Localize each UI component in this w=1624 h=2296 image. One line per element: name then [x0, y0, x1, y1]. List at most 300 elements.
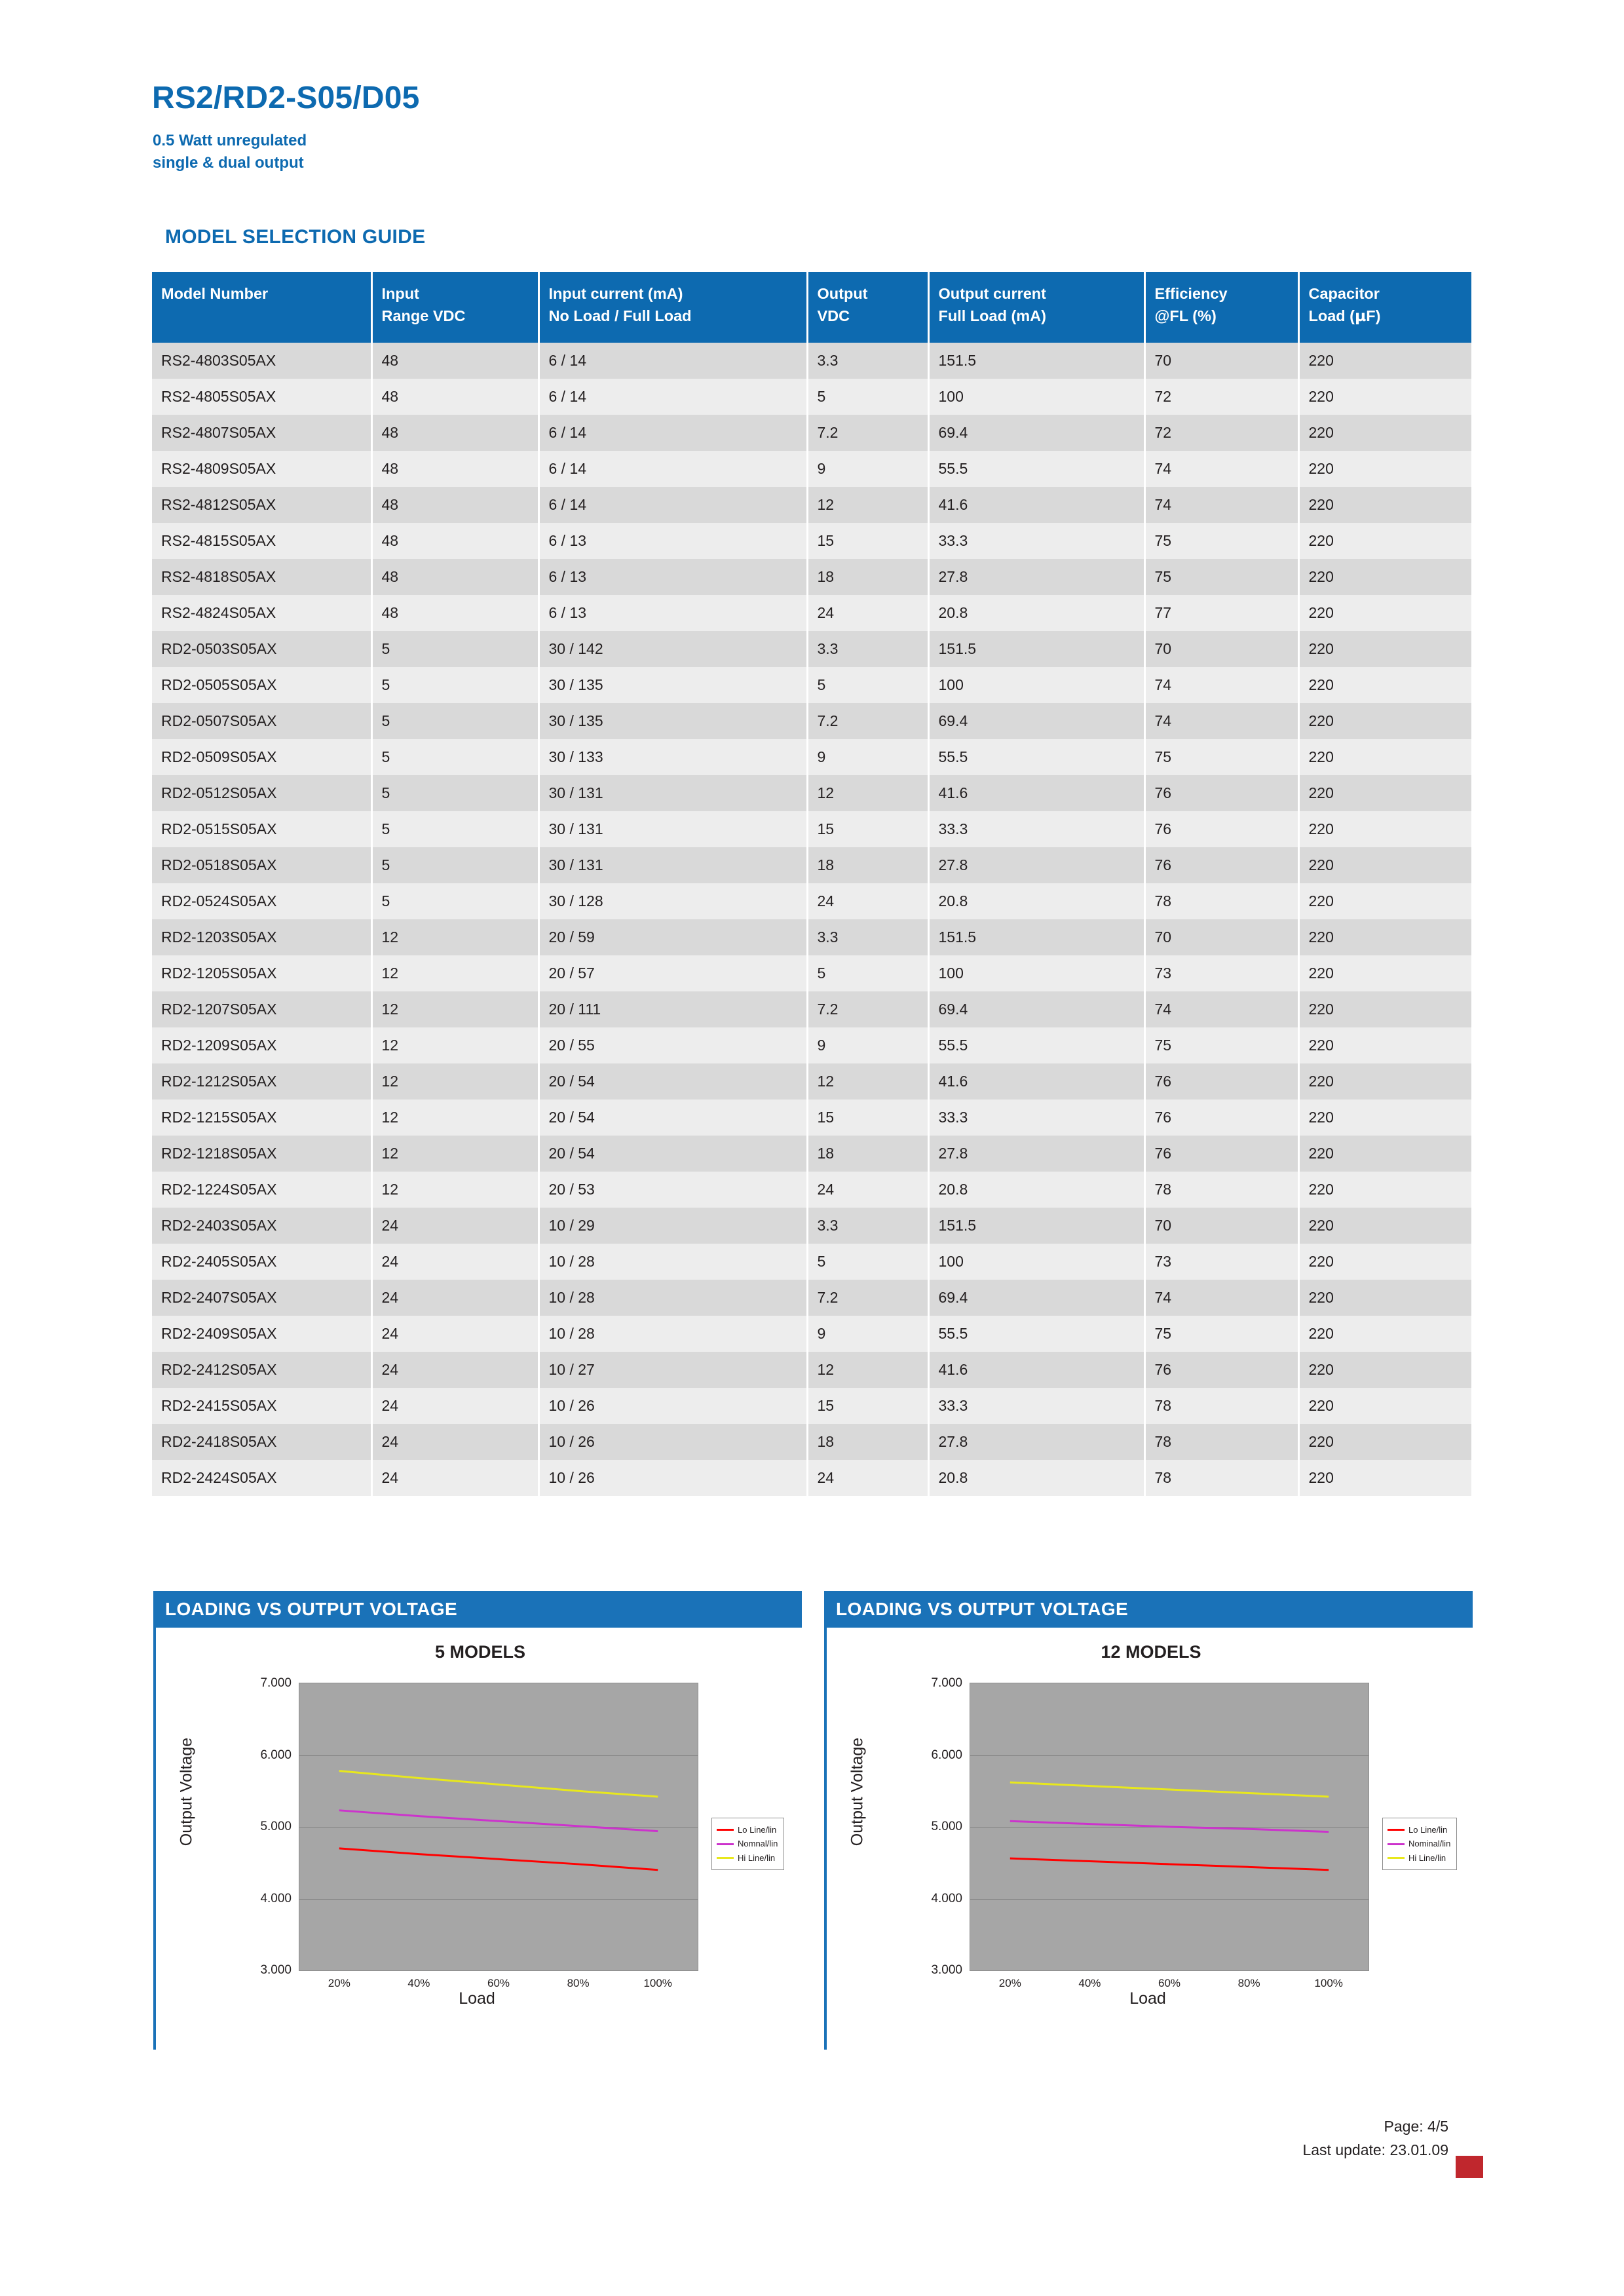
chart-x-tick-label: 60%	[487, 1977, 510, 1989]
table-cell-c5: 75	[1144, 1316, 1298, 1352]
table-cell-c6: 220	[1298, 1027, 1471, 1063]
chart-y-tick-label: 3.000	[260, 1963, 292, 1977]
table-cell-c5: 76	[1144, 811, 1298, 847]
table-cell-c5: 73	[1144, 955, 1298, 991]
table-cell-c0: RD2-0505S05AX	[152, 667, 371, 703]
table-cell-c0: RD2-2403S05AX	[152, 1208, 371, 1244]
table-row	[152, 1063, 1471, 1100]
table-cell-c6: 220	[1298, 1316, 1471, 1352]
table-cell-c2: 20 / 54	[538, 1063, 807, 1100]
table-row	[152, 775, 1471, 811]
chart-left-x-axis-label: Load	[459, 1989, 495, 2008]
page-title: RS2/RD2-S05/D05	[152, 81, 420, 115]
table-cell-c3: 9	[807, 1027, 928, 1063]
chart-x-tick-label: 40%	[407, 1977, 430, 1989]
table-cell-c6: 220	[1298, 1280, 1471, 1316]
table-cell-c4: 20.8	[928, 883, 1144, 919]
table-cell-c5: 70	[1144, 919, 1298, 955]
table-cell-c5: 76	[1144, 1136, 1298, 1172]
chart-y-tick-label: 7.000	[260, 1676, 292, 1690]
table-cell-c3: 9	[807, 739, 928, 775]
table-cell-c3: 5	[807, 955, 928, 991]
table-cell-c1: 48	[371, 523, 538, 559]
table-column-header-line2: VDC	[817, 307, 850, 325]
table-cell-c0: RD2-1207S05AX	[152, 991, 371, 1027]
chart-x-tick-label: 20%	[328, 1977, 350, 1989]
table-cell-c4: 41.6	[928, 775, 1144, 811]
table-cell-c3: 24	[807, 1460, 928, 1496]
table-cell-c0: RS2-4818S05AX	[152, 559, 371, 595]
table-cell-c0: RD2-1218S05AX	[152, 1136, 371, 1172]
table-row	[152, 415, 1471, 451]
table-cell-c2: 20 / 54	[538, 1100, 807, 1136]
table-cell-c1: 12	[371, 919, 538, 955]
chart-series-line	[339, 1848, 658, 1870]
table-cell-c1: 5	[371, 667, 538, 703]
table-cell-c0: RD2-1215S05AX	[152, 1100, 371, 1136]
table-cell-c0: RD2-2409S05AX	[152, 1316, 371, 1352]
table-cell-c3: 15	[807, 1388, 928, 1424]
table-cell-c5: 70	[1144, 631, 1298, 667]
table-cell-c5: 78	[1144, 1424, 1298, 1460]
table-cell-c4: 69.4	[928, 1280, 1144, 1316]
chart-y-tick-label: 5.000	[260, 1820, 292, 1833]
table-cell-c2: 6 / 14	[538, 451, 807, 487]
table-cell-c0: RD2-2405S05AX	[152, 1244, 371, 1280]
table-column-header-6	[1298, 272, 1471, 343]
chart-series-line	[339, 1771, 658, 1797]
table-cell-c5: 76	[1144, 775, 1298, 811]
table-cell-c6: 220	[1298, 1063, 1471, 1100]
table-cell-c0: RS2-4803S05AX	[152, 343, 371, 379]
chart-title-left: 5 MODELS	[434, 1642, 526, 1662]
table-cell-c0: RD2-0518S05AX	[152, 847, 371, 883]
table-cell-c1: 24	[371, 1352, 538, 1388]
chart-right-y-axis-label: Output Voltage	[848, 1737, 867, 1846]
table-cell-c0: RD2-1203S05AX	[152, 919, 371, 955]
table-row	[152, 703, 1471, 739]
table-cell-c2: 30 / 135	[538, 667, 807, 703]
chart-legend-label: Lo Line/lin	[1408, 1825, 1448, 1835]
table-row	[152, 1424, 1471, 1460]
table-cell-c4: 41.6	[928, 1352, 1144, 1388]
table-cell-c3: 9	[807, 1316, 928, 1352]
table-cell-c5: 74	[1144, 667, 1298, 703]
table-cell-c1: 12	[371, 955, 538, 991]
table-cell-c3: 24	[807, 883, 928, 919]
table-cell-c5: 72	[1144, 415, 1298, 451]
table-cell-c2: 6 / 13	[538, 559, 807, 595]
table-cell-c3: 18	[807, 1136, 928, 1172]
table-column-header-line2: @FL (%)	[1154, 307, 1217, 325]
table-cell-c1: 5	[371, 847, 538, 883]
chart-x-tick-label: 100%	[1314, 1977, 1343, 1989]
table-cell-c4: 41.6	[928, 487, 1144, 523]
table-cell-c6: 220	[1298, 559, 1471, 595]
table-cell-c6: 220	[1298, 703, 1471, 739]
table-cell-c2: 10 / 28	[538, 1316, 807, 1352]
table-cell-c1: 48	[371, 487, 538, 523]
table-cell-c2: 6 / 13	[538, 595, 807, 631]
table-cell-c5: 78	[1144, 1172, 1298, 1208]
table-cell-c2: 20 / 59	[538, 919, 807, 955]
table-column-header-1	[371, 272, 538, 343]
table-cell-c4: 33.3	[928, 1100, 1144, 1136]
chart-y-tick-label: 4.000	[931, 1891, 962, 1905]
table-cell-c3: 24	[807, 1172, 928, 1208]
table-cell-c1: 48	[371, 415, 538, 451]
table-cell-c0: RD2-2412S05AX	[152, 1352, 371, 1388]
table-cell-c6: 220	[1298, 667, 1471, 703]
table-row	[152, 1244, 1471, 1280]
table-cell-c5: 76	[1144, 1100, 1298, 1136]
table-cell-c0: RS2-4805S05AX	[152, 379, 371, 415]
chart-legend-swatch	[717, 1829, 734, 1831]
table-cell-c2: 6 / 14	[538, 379, 807, 415]
table-cell-c0: RD2-0512S05AX	[152, 775, 371, 811]
table-body	[152, 343, 1471, 1496]
table-column-header-line2	[161, 305, 371, 327]
table-cell-c3: 3.3	[807, 919, 928, 955]
table-cell-c1: 12	[371, 1027, 538, 1063]
table-cell-c2: 10 / 28	[538, 1244, 807, 1280]
table-cell-c1: 5	[371, 631, 538, 667]
table-cell-c1: 24	[371, 1316, 538, 1352]
table-cell-c4: 55.5	[928, 739, 1144, 775]
table-cell-c5: 75	[1144, 523, 1298, 559]
table-row	[152, 631, 1471, 667]
chart-series-line	[1010, 1782, 1329, 1797]
table-cell-c2: 6 / 14	[538, 487, 807, 523]
table-cell-c6: 220	[1298, 991, 1471, 1027]
table-cell-c1: 12	[371, 991, 538, 1027]
table-cell-c1: 12	[371, 1172, 538, 1208]
table-row	[152, 1460, 1471, 1496]
chart-legend-label: Hi Line/lin	[738, 1852, 776, 1863]
table-column-header-3	[807, 272, 928, 343]
chart-panel-left-header: LOADING VS OUTPUT VOLTAGE	[153, 1591, 802, 1628]
chart-x-tick-label: 40%	[1078, 1977, 1101, 1989]
chart-legend-item	[1388, 1837, 1450, 1850]
table-cell-c3: 18	[807, 559, 928, 595]
chart-x-tick-label: 80%	[1237, 1977, 1260, 1989]
table-cell-c1: 24	[371, 1244, 538, 1280]
chart-left-y-axis-label: Output Voltage	[177, 1737, 196, 1846]
chart-x-tick-label: 80%	[567, 1977, 590, 1989]
table-row	[152, 1316, 1471, 1352]
table-cell-c3: 12	[807, 1352, 928, 1388]
footer	[1302, 2115, 1448, 2162]
table-cell-c2: 30 / 131	[538, 847, 807, 883]
table-row	[152, 811, 1471, 847]
table-cell-c1: 48	[371, 451, 538, 487]
table-cell-c5: 78	[1144, 1388, 1298, 1424]
table-cell-c3: 15	[807, 811, 928, 847]
table-cell-c0: RD2-0515S05AX	[152, 811, 371, 847]
chart-panel-5-models	[153, 1591, 802, 2050]
table-cell-c0: RD2-2418S05AX	[152, 1424, 371, 1460]
table-cell-c4: 20.8	[928, 595, 1144, 631]
table-cell-c6: 220	[1298, 343, 1471, 379]
table-cell-c5: 70	[1144, 1208, 1298, 1244]
table-cell-c5: 75	[1144, 1027, 1298, 1063]
chart-series-line	[1010, 1821, 1329, 1831]
table-cell-c3: 12	[807, 487, 928, 523]
table-cell-c1: 24	[371, 1460, 538, 1496]
table-column-header-0	[152, 272, 371, 343]
chart-right-x-axis-label: Load	[1129, 1989, 1166, 2008]
table-cell-c6: 220	[1298, 1208, 1471, 1244]
table-cell-c4: 33.3	[928, 1388, 1144, 1424]
table-cell-c3: 7.2	[807, 1280, 928, 1316]
table-cell-c5: 74	[1144, 487, 1298, 523]
chart-series-line	[339, 1810, 658, 1831]
table-cell-c6: 220	[1298, 379, 1471, 415]
table-row	[152, 379, 1471, 415]
table-cell-c6: 220	[1298, 1172, 1471, 1208]
table-cell-c1: 24	[371, 1388, 538, 1424]
table-column-header-4	[928, 272, 1144, 343]
table-cell-c4: 100	[928, 1244, 1144, 1280]
page-subtitle	[153, 130, 307, 174]
table-cell-c2: 20 / 55	[538, 1027, 807, 1063]
table-cell-c6: 220	[1298, 955, 1471, 991]
table-cell-c0: RD2-1205S05AX	[152, 955, 371, 991]
table-cell-c6: 220	[1298, 631, 1471, 667]
table-cell-c4: 27.8	[928, 1136, 1144, 1172]
footer-last-update: Last update: 23.01.09	[1302, 2141, 1448, 2158]
table-cell-c0: RS2-4815S05AX	[152, 523, 371, 559]
table-cell-c3: 7.2	[807, 415, 928, 451]
table-row	[152, 1172, 1471, 1208]
table-row	[152, 1388, 1471, 1424]
chart-y-tick-label: 5.000	[931, 1820, 962, 1833]
table-cell-c5: 76	[1144, 847, 1298, 883]
table-cell-c2: 10 / 26	[538, 1424, 807, 1460]
table-cell-c1: 5	[371, 811, 538, 847]
table-cell-c2: 10 / 27	[538, 1352, 807, 1388]
table-cell-c1: 5	[371, 775, 538, 811]
chart-right-legend	[1382, 1818, 1457, 1870]
table-cell-c6: 220	[1298, 487, 1471, 523]
table-header	[152, 272, 1471, 343]
table-cell-c1: 48	[371, 379, 538, 415]
table-row	[152, 451, 1471, 487]
chart-series-line	[1010, 1858, 1329, 1870]
table-cell-c1: 48	[371, 343, 538, 379]
table-cell-c1: 5	[371, 739, 538, 775]
table-cell-c2: 10 / 29	[538, 1208, 807, 1244]
table-cell-c6: 220	[1298, 1424, 1471, 1460]
table-column-header-line2: Load (µF)	[1308, 307, 1381, 326]
table-cell-c3: 24	[807, 595, 928, 631]
chart-y-tick-label: 6.000	[931, 1748, 962, 1762]
chart-y-tick-label: 6.000	[260, 1748, 292, 1762]
table-cell-c3: 18	[807, 847, 928, 883]
table-cell-c4: 33.3	[928, 523, 1144, 559]
table-cell-c2: 6 / 13	[538, 523, 807, 559]
table-cell-c6: 220	[1298, 1388, 1471, 1424]
table-cell-c3: 3.3	[807, 343, 928, 379]
chart-panel-right-header: LOADING VS OUTPUT VOLTAGE	[824, 1591, 1473, 1628]
table-cell-c1: 12	[371, 1063, 538, 1100]
table-cell-c5: 76	[1144, 1352, 1298, 1388]
page-subtitle-line1: 0.5 Watt unregulated	[153, 132, 307, 149]
table-cell-c3: 9	[807, 451, 928, 487]
table-cell-c0: RD2-1209S05AX	[152, 1027, 371, 1063]
table-cell-c4: 55.5	[928, 451, 1144, 487]
table-cell-c6: 220	[1298, 775, 1471, 811]
table-cell-c0: RD2-1224S05AX	[152, 1172, 371, 1208]
chart-left-legend	[711, 1818, 784, 1870]
table-cell-c1: 24	[371, 1280, 538, 1316]
chart-y-tick-label: 3.000	[931, 1963, 962, 1977]
table-cell-c0: RS2-4824S05AX	[152, 595, 371, 631]
table-cell-c4: 69.4	[928, 703, 1144, 739]
table-cell-c2: 30 / 128	[538, 883, 807, 919]
table-row	[152, 595, 1471, 631]
table-cell-c6: 220	[1298, 883, 1471, 919]
table-cell-c4: 20.8	[928, 1172, 1144, 1208]
chart-x-tick-label: 60%	[1158, 1977, 1181, 1989]
table-cell-c3: 7.2	[807, 991, 928, 1027]
table-cell-c4: 33.3	[928, 811, 1144, 847]
chart-legend-label: Nominal/lin	[1408, 1839, 1451, 1849]
table-cell-c1: 5	[371, 703, 538, 739]
table-cell-c6: 220	[1298, 1460, 1471, 1496]
table-cell-c0: RD2-0509S05AX	[152, 739, 371, 775]
table-cell-c0: RD2-0507S05AX	[152, 703, 371, 739]
chart-legend-swatch	[1388, 1829, 1405, 1831]
table-cell-c5: 74	[1144, 991, 1298, 1027]
table-cell-c5: 78	[1144, 1460, 1298, 1496]
table-cell-c2: 20 / 54	[538, 1136, 807, 1172]
page-subtitle-line2: single & dual output	[153, 154, 304, 172]
table-column-header-line1: Model Number	[161, 285, 269, 302]
model-selection-table-wrapper	[152, 272, 1471, 1496]
table-cell-c2: 20 / 53	[538, 1172, 807, 1208]
model-selection-table	[152, 272, 1471, 1496]
table-cell-c2: 10 / 26	[538, 1388, 807, 1424]
table-cell-c2: 30 / 131	[538, 775, 807, 811]
chart-x-tick-label: 20%	[998, 1977, 1021, 1989]
table-cell-c6: 220	[1298, 847, 1471, 883]
table-cell-c3: 12	[807, 1063, 928, 1100]
table-cell-c4: 100	[928, 667, 1144, 703]
table-cell-c5: 78	[1144, 883, 1298, 919]
table-cell-c6: 220	[1298, 451, 1471, 487]
table-cell-c5: 74	[1144, 703, 1298, 739]
chart-legend-item	[1388, 1823, 1450, 1837]
table-row	[152, 955, 1471, 991]
table-cell-c6: 220	[1298, 595, 1471, 631]
chart-series-layer	[970, 1683, 1369, 1970]
table-row	[152, 487, 1471, 523]
table-cell-c0: RD2-0524S05AX	[152, 883, 371, 919]
table-row	[152, 847, 1471, 883]
table-cell-c0: RS2-4809S05AX	[152, 451, 371, 487]
table-cell-c4: 69.4	[928, 991, 1144, 1027]
chart-legend-item	[717, 1837, 778, 1850]
table-column-header-line1: Capacitor	[1308, 285, 1380, 302]
chart-legend-label: Lo Line/lin	[738, 1825, 777, 1835]
table-column-header-line1: Output	[817, 285, 868, 302]
table-column-header-line2: Range VDC	[381, 307, 466, 325]
table-cell-c5: 74	[1144, 451, 1298, 487]
table-cell-c6: 220	[1298, 739, 1471, 775]
table-cell-c3: 15	[807, 523, 928, 559]
table-cell-c4: 69.4	[928, 415, 1144, 451]
chart-title-right: 12 MODELS	[1101, 1642, 1201, 1662]
table-cell-c6: 220	[1298, 1244, 1471, 1280]
table-cell-c3: 3.3	[807, 631, 928, 667]
table-row	[152, 667, 1471, 703]
table-cell-c4: 151.5	[928, 343, 1144, 379]
table-row	[152, 523, 1471, 559]
table-cell-c2: 6 / 14	[538, 415, 807, 451]
table-cell-c0: RS2-4807S05AX	[152, 415, 371, 451]
table-cell-c2: 30 / 135	[538, 703, 807, 739]
table-cell-c2: 20 / 111	[538, 991, 807, 1027]
chart-legend-item	[717, 1823, 778, 1837]
table-column-header-2	[538, 272, 807, 343]
table-cell-c1: 5	[371, 883, 538, 919]
table-row	[152, 739, 1471, 775]
chart-legend-swatch	[717, 1843, 734, 1845]
table-cell-c5: 76	[1144, 1063, 1298, 1100]
chart-y-tick-label: 4.000	[260, 1891, 292, 1905]
table-cell-c4: 55.5	[928, 1316, 1144, 1352]
table-row	[152, 1352, 1471, 1388]
table-column-header-line2: Full Load (mA)	[938, 307, 1046, 325]
table-cell-c5: 73	[1144, 1244, 1298, 1280]
chart-legend-label: Hi Line/lin	[1408, 1852, 1446, 1863]
table-cell-c2: 20 / 57	[538, 955, 807, 991]
footer-page: Page: 4/5	[1384, 2118, 1448, 2135]
table-cell-c3: 18	[807, 1424, 928, 1460]
table-cell-c6: 220	[1298, 1352, 1471, 1388]
table-cell-c0: RD2-2424S05AX	[152, 1460, 371, 1496]
table-cell-c3: 5	[807, 667, 928, 703]
table-cell-c2: 30 / 133	[538, 739, 807, 775]
table-cell-c4: 151.5	[928, 1208, 1144, 1244]
table-row	[152, 883, 1471, 919]
table-cell-c4: 151.5	[928, 631, 1144, 667]
table-cell-c0: RD2-0503S05AX	[152, 631, 371, 667]
chart-left-plot-area	[260, 1676, 698, 1989]
table-cell-c4: 41.6	[928, 1063, 1144, 1100]
table-cell-c2: 10 / 28	[538, 1280, 807, 1316]
table-cell-c2: 30 / 142	[538, 631, 807, 667]
table-row	[152, 1100, 1471, 1136]
table-cell-c3: 5	[807, 1244, 928, 1280]
table-column-header-line1: Efficiency	[1154, 285, 1228, 302]
table-cell-c4: 55.5	[928, 1027, 1144, 1063]
table-cell-c3: 15	[807, 1100, 928, 1136]
table-cell-c0: RD2-2415S05AX	[152, 1388, 371, 1424]
table-cell-c6: 220	[1298, 523, 1471, 559]
chart-legend-label: Nomnal/lin	[738, 1839, 778, 1849]
table-column-header-line1: Output current	[938, 285, 1046, 302]
table-row	[152, 991, 1471, 1027]
chart-panel-left-body	[153, 1628, 802, 2050]
table-row	[152, 919, 1471, 955]
section-title-model-selection-guide: MODEL SELECTION GUIDE	[165, 226, 426, 248]
table-cell-c5: 75	[1144, 739, 1298, 775]
table-header-row	[152, 272, 1471, 343]
table-cell-c2: 30 / 131	[538, 811, 807, 847]
table-row	[152, 559, 1471, 595]
